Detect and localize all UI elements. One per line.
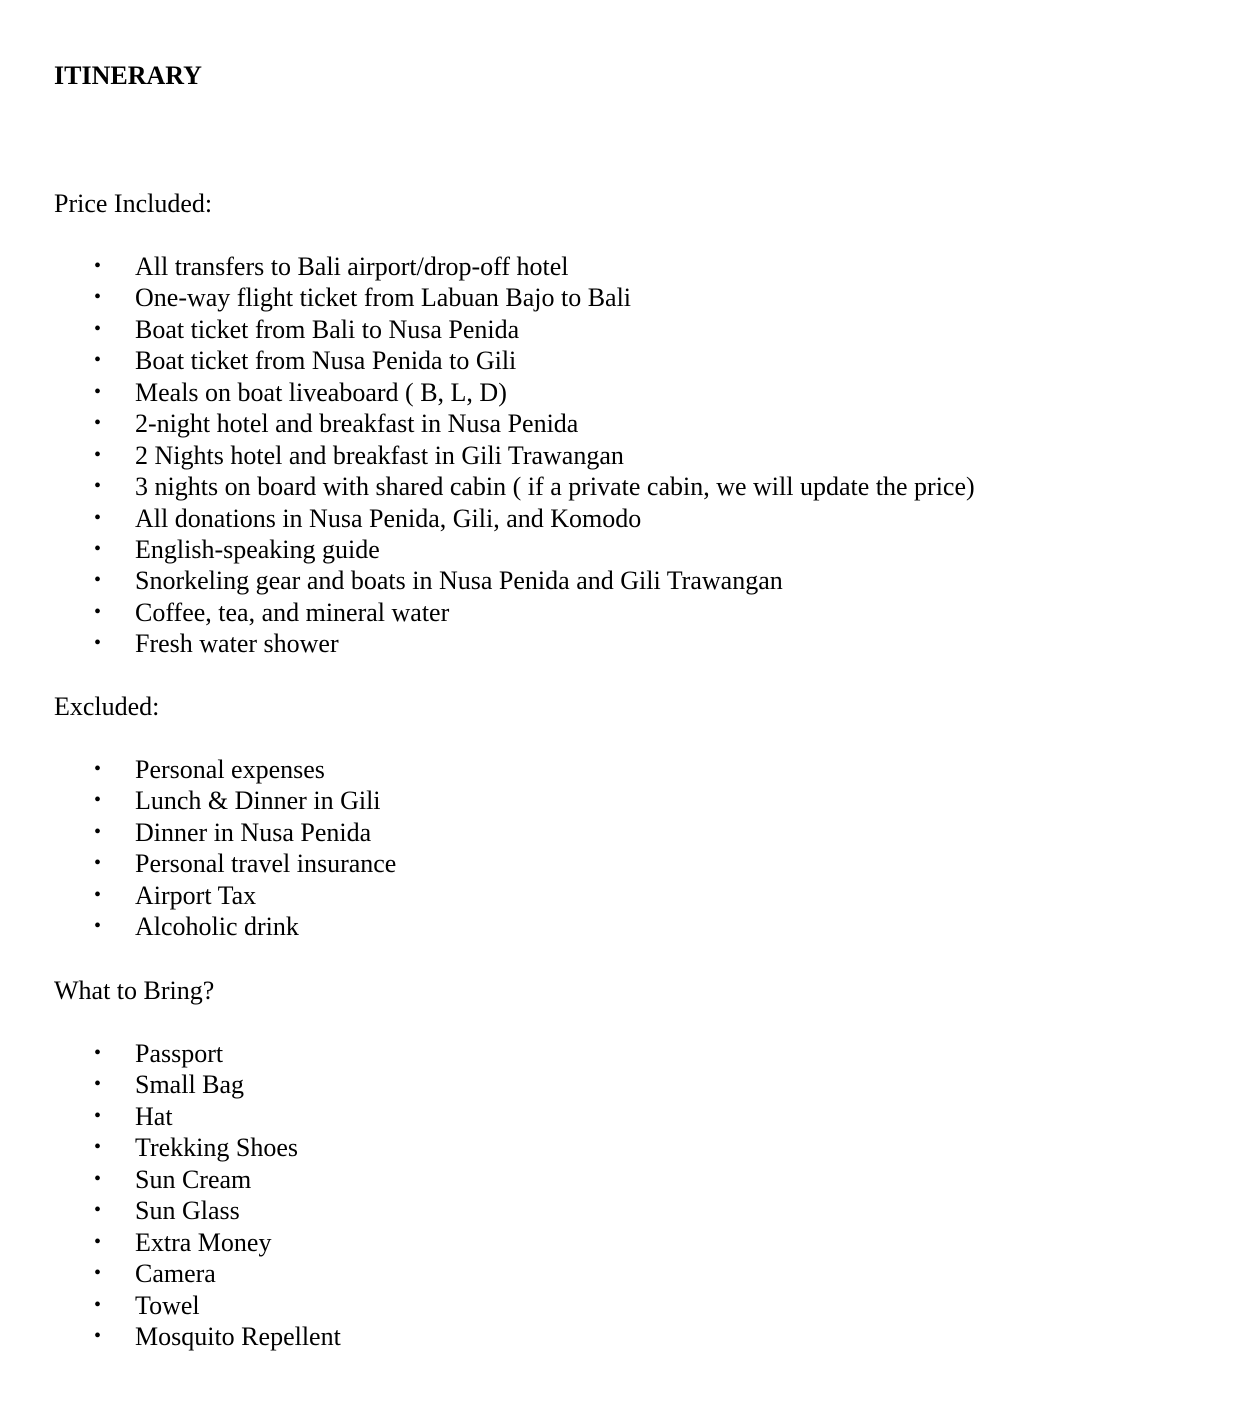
list-item-text: Airport Tax bbox=[135, 880, 257, 910]
list-item-text: 2 Nights hotel and breakfast in Gili Trawangan bbox=[135, 440, 624, 470]
list-item-text: Towel bbox=[135, 1290, 200, 1320]
bullet-icon: • bbox=[94, 1136, 102, 1159]
bullet-icon: • bbox=[94, 255, 102, 277]
bullet-icon: • bbox=[94, 506, 102, 529]
bullet-icon: • bbox=[94, 317, 102, 340]
list-item-text: Lunch & Dinner in Gili bbox=[135, 786, 381, 816]
list-item-text: Personal expenses bbox=[135, 755, 325, 784]
excluded-heading: Excluded: bbox=[54, 692, 160, 721]
bullet-icon: • bbox=[94, 883, 102, 906]
list-item-text: Boat ticket from Nusa Penida to Gili bbox=[135, 346, 517, 376]
bullet-icon: • bbox=[94, 443, 102, 466]
list-item-text: Camera bbox=[135, 1259, 216, 1289]
list-item-text: Trekking Shoes bbox=[135, 1133, 299, 1163]
list-item-text: Meals on boat liveaboard ( B, L, D) bbox=[135, 377, 507, 407]
list-item-text: 2-night hotel and breakfast in Nusa Penida bbox=[135, 409, 579, 439]
bullet-icon: • bbox=[94, 1042, 102, 1064]
bullet-icon: • bbox=[94, 1199, 102, 1222]
bullet-icon: • bbox=[94, 537, 102, 560]
list-item-text: Sun Glass bbox=[135, 1196, 240, 1226]
list-item-text: One-way flight ticket from Labuan Bajo to Bali bbox=[135, 283, 632, 313]
list-item-text: All donations in Nusa Penida, Gili, and Komodo bbox=[135, 503, 642, 533]
bring-heading: What to Bring? bbox=[54, 976, 215, 1005]
bullet-icon: • bbox=[94, 1324, 102, 1347]
bullet-icon: • bbox=[94, 1230, 102, 1253]
bullet-icon: • bbox=[94, 600, 102, 623]
list-item-text: Sun Cream bbox=[135, 1164, 252, 1194]
bullet-icon: • bbox=[94, 286, 102, 309]
bullet-icon: • bbox=[94, 1262, 102, 1285]
list-item-text: Small Bag bbox=[135, 1070, 245, 1100]
bullet-icon: • bbox=[94, 349, 102, 372]
bullet-icon: • bbox=[94, 569, 102, 592]
bullet-icon: • bbox=[94, 475, 102, 498]
page-title: ITINERARY bbox=[54, 61, 202, 90]
bullet-icon: • bbox=[94, 820, 102, 843]
list-item-text: Passport bbox=[135, 1039, 224, 1068]
list-item-text: All transfers to Bali airport/drop-off hotel bbox=[135, 252, 569, 281]
bullet-icon: • bbox=[94, 380, 102, 403]
list-item-text: Personal travel insurance bbox=[135, 849, 397, 879]
list-item-text: Extra Money bbox=[135, 1227, 272, 1257]
list-item-text: English-speaking guide bbox=[135, 534, 380, 564]
list-item-text: Mosquito Repellent bbox=[135, 1321, 341, 1351]
list-item-text: 3 nights on board with shared cabin ( if a private cabin, we will update the price) bbox=[135, 472, 975, 502]
bullet-icon: • bbox=[94, 632, 102, 655]
list-item-text: Snorkeling gear and boats in Nusa Penida and Gili Trawangan bbox=[135, 566, 783, 596]
list-item-text: Dinner in Nusa Penida bbox=[135, 817, 372, 847]
bullet-icon: • bbox=[94, 1073, 102, 1096]
list-item-text: Boat ticket from Bali to Nusa Penida bbox=[135, 314, 520, 344]
bullet-icon: • bbox=[94, 412, 102, 435]
list-item-text: Fresh water shower bbox=[135, 629, 339, 659]
bullet-icon: • bbox=[94, 1167, 102, 1190]
list-item-text: Hat bbox=[135, 1101, 173, 1131]
bullet-icon: • bbox=[94, 1293, 102, 1316]
bullet-icon: • bbox=[94, 915, 102, 938]
bullet-icon: • bbox=[94, 1104, 102, 1127]
list-item-text: Alcoholic drink bbox=[135, 912, 299, 942]
bullet-icon: • bbox=[94, 852, 102, 875]
list-item-text: Coffee, tea, and mineral water bbox=[135, 597, 450, 627]
included-heading: Price Included: bbox=[54, 189, 213, 218]
bullet-icon: • bbox=[94, 789, 102, 812]
bullet-icon: • bbox=[94, 758, 102, 780]
